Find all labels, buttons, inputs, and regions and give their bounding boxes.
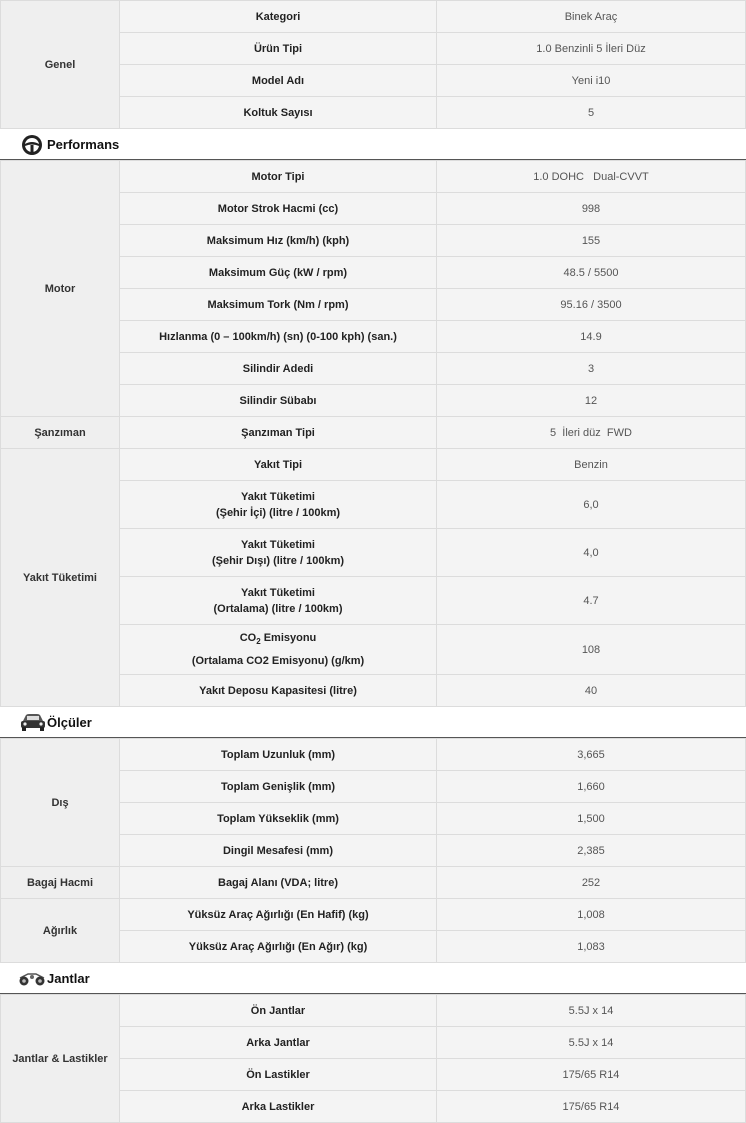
steering-wheel-icon [20, 134, 44, 154]
spec-label-line1: Yakıt Tüketimi [241, 538, 315, 551]
spec-table-jantlar [0, 994, 746, 1123]
spec-value: Benzin [437, 449, 746, 481]
spec-value: 108 [437, 625, 746, 675]
section-title: Jantlar [47, 971, 90, 986]
spec-label: Maksimum Tork (Nm / rpm) [120, 289, 437, 321]
spec-value: 40 [437, 675, 746, 707]
spec-value: 12 [437, 385, 746, 417]
spec-label: Model Adı [120, 65, 437, 97]
spec-label: Kategori [120, 1, 437, 33]
section-header-jantlar [0, 963, 746, 994]
subscript-2: 2 [256, 637, 261, 647]
spec-label: Yakıt Deposu Kapasitesi (litre) [120, 675, 437, 707]
group-sanziman: Şanzıman [1, 417, 120, 449]
spec-value: 5.5J x 14 [437, 1027, 746, 1059]
spec-label: Dingil Mesafesi (mm) [120, 835, 437, 867]
spec-label-line1 [124, 630, 432, 650]
spec-label: Ön Jantlar [120, 995, 437, 1027]
group-yakit-tuketimi: Yakıt Tüketimi [1, 449, 120, 707]
spec-label: Bagaj Alanı (VDA; litre) [120, 867, 437, 899]
co-text: CO [239, 631, 257, 644]
spec-value: 998 [437, 193, 746, 225]
spec-label: Şanzıman Tipi [120, 417, 437, 449]
spec-label: Silindir Sübabı [120, 385, 437, 417]
group-bagaj-hacmi: Bagaj Hacmi [1, 867, 120, 899]
spec-value: 1,008 [437, 899, 746, 931]
spec-label: Koltuk Sayısı [120, 97, 437, 129]
spec-value: 4.7 [437, 577, 746, 625]
spec-label: Toplam Uzunluk (mm) [120, 739, 437, 771]
section-title: Performans [47, 137, 120, 152]
spec-table-genel [0, 0, 746, 129]
spec-value: Yeni i10 [437, 65, 746, 97]
spec-value: 252 [437, 867, 746, 899]
group-genel: Genel [1, 1, 120, 129]
emisyonu-text: Emisyonu [260, 631, 317, 644]
wheels-icon [18, 968, 42, 988]
spec-value: 5 İleri düz FWD [437, 417, 746, 449]
spec-label: Yakıt Tipi [120, 449, 437, 481]
spec-table-olculer [0, 738, 746, 963]
group-dis: Dış [1, 739, 120, 867]
section-header-olculer [0, 707, 746, 738]
spec-label [120, 481, 437, 529]
spec-label-line2: (Şehir Dışı) (litre / 100km) [211, 554, 345, 567]
spec-label [120, 529, 437, 577]
spec-label: Toplam Genişlik (mm) [120, 771, 437, 803]
spec-value: 3 [437, 353, 746, 385]
spec-label-line2: (Ortalama CO2 Emisyonu) (g/km) [191, 655, 365, 668]
spec-label: Arka Lastikler [120, 1091, 437, 1123]
spec-label: Motor Tipi [120, 161, 437, 193]
spec-value: 175/65 R14 [437, 1059, 746, 1091]
spec-table-performans [0, 160, 746, 707]
spec-label: Toplam Yükseklik (mm) [120, 803, 437, 835]
spec-label: Yüksüz Araç Ağırlığı (En Hafif) (kg) [120, 899, 437, 931]
spec-label: Maksimum Hız (km/h) (kph) [120, 225, 437, 257]
spec-value: 1.0 Benzinli 5 İleri Düz [437, 33, 746, 65]
spec-value: 2,385 [437, 835, 746, 867]
spec-value: 95.16 / 3500 [437, 289, 746, 321]
spec-value: 175/65 R14 [437, 1091, 746, 1123]
spec-value: 6,0 [437, 481, 746, 529]
spec-label [120, 577, 437, 625]
spec-value: 4,0 [437, 529, 746, 577]
spec-label-line2: (Ortalama) (litre / 100km) [213, 602, 343, 615]
section-title: Ölçüler [47, 715, 92, 730]
spec-label-line1: Yakıt Tüketimi [241, 490, 315, 503]
spec-value: 48.5 / 5500 [437, 257, 746, 289]
spec-label-line2: (Şehir İçi) (litre / 100km) [215, 506, 341, 519]
spec-value: 3,665 [437, 739, 746, 771]
spec-value: 1,660 [437, 771, 746, 803]
spec-value: 5.5J x 14 [437, 995, 746, 1027]
spec-value: Binek Araç [437, 1, 746, 33]
car-icon [20, 712, 44, 732]
spec-value: 1.0 DOHC Dual-CVVT [437, 161, 746, 193]
spec-value: 5 [437, 97, 746, 129]
spec-label: Yüksüz Araç Ağırlığı (En Ağır) (kg) [120, 931, 437, 963]
group-agirlik: Ağırlık [1, 899, 120, 963]
spec-label: Ön Lastikler [120, 1059, 437, 1091]
group-motor: Motor [1, 161, 120, 417]
spec-label-line1: Yakıt Tüketimi [241, 586, 315, 599]
section-header-performans [0, 129, 746, 160]
spec-label: Motor Strok Hacmi (cc) [120, 193, 437, 225]
spec-value: 155 [437, 225, 746, 257]
spec-value: 1,083 [437, 931, 746, 963]
spec-label: Silindir Adedi [120, 353, 437, 385]
spec-value: 14.9 [437, 321, 746, 353]
group-jantlar-lastikler: Jantlar & Lastikler [1, 995, 120, 1123]
spec-label: Maksimum Güç (kW / rpm) [120, 257, 437, 289]
spec-label [120, 625, 437, 675]
spec-value: 1,500 [437, 803, 746, 835]
spec-label: Hızlanma (0 – 100km/h) (sn) (0-100 kph) (san.) [120, 321, 437, 353]
spec-label: Arka Jantlar [120, 1027, 437, 1059]
spec-label: Ürün Tipi [120, 33, 437, 65]
